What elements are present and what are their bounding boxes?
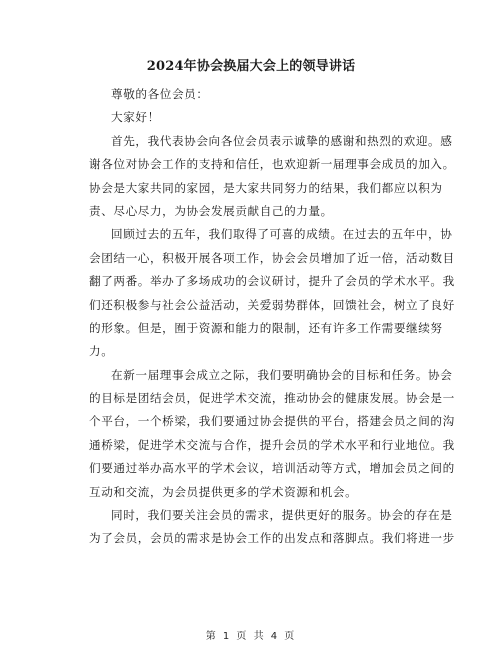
text-line: 的目标是团结会员，促进学术交流，推动协会的健康发展。协会是一 bbox=[89, 391, 455, 406]
text-line: 互动和交流，为会员提供更多的学术资源和机会。 bbox=[89, 484, 358, 499]
text-line: 协会是大家共同的家园，是大家共同努力的结果，我们都应以积为 bbox=[89, 180, 443, 195]
page-footer: 第 1 页 共 4 页 bbox=[205, 631, 297, 642]
text-line: 会团结一心，积极开展各项工作，协会会员增加了近一倍，活动数目 bbox=[89, 250, 455, 265]
text-line: 们还积极参与社会公益活动，关爱弱势群体，回馈社会，树立了良好 bbox=[89, 297, 455, 312]
text-line: 为了会员，会员的需求是协会工作的出发点和落脚点。我们将进一步 bbox=[89, 531, 455, 546]
text-line: 的形象。但是，囿于资源和能力的限制，还有许多工作需要继续努 bbox=[89, 320, 443, 335]
text-line: 通桥梁，促进学术交流与合作，提升会员的学术水平和行业地位。我 bbox=[89, 437, 455, 452]
text-line: 回顾过去的五年，我们取得了可喜的成绩。在过去的五年中，协 bbox=[111, 227, 453, 242]
text-line: 尊敬的各位会员： bbox=[111, 87, 209, 101]
text-line: 同时，我们要关注会员的需求，提供更好的服务。协会的存在是 bbox=[111, 508, 453, 523]
document-body bbox=[89, 83, 455, 551]
page-title: 2024年协会换届大会上的领导讲话 bbox=[146, 59, 356, 74]
text-line: 在新一届理事会成立之际，我们要明确协会的目标和任务。协会 bbox=[111, 367, 453, 382]
text-line: 力。 bbox=[89, 344, 114, 359]
text-line: 首先，我代表协会向各位会员表示诚挚的感谢和热烈的欢迎。感 bbox=[111, 133, 453, 148]
text-line: 翻了两番。举办了多场成功的会议研讨，提升了会员的学术水平。我 bbox=[89, 274, 455, 289]
text-line: 们要通过举办高水平的学术会议，培训活动等方式，增加会员之间的 bbox=[89, 461, 455, 476]
text-line: 个平台，一个桥梁，我们要通过协会提供的平台，搭建会员之间的沟 bbox=[89, 414, 455, 429]
text-line: 责、尽心尽力，为协会发展贡献自己的力量。 bbox=[89, 203, 333, 218]
text-line: 谢各位对协会工作的支持和信任，也欢迎新一届理事会成员的加入。 bbox=[89, 157, 455, 172]
text-line: 大家好！ bbox=[111, 110, 160, 125]
